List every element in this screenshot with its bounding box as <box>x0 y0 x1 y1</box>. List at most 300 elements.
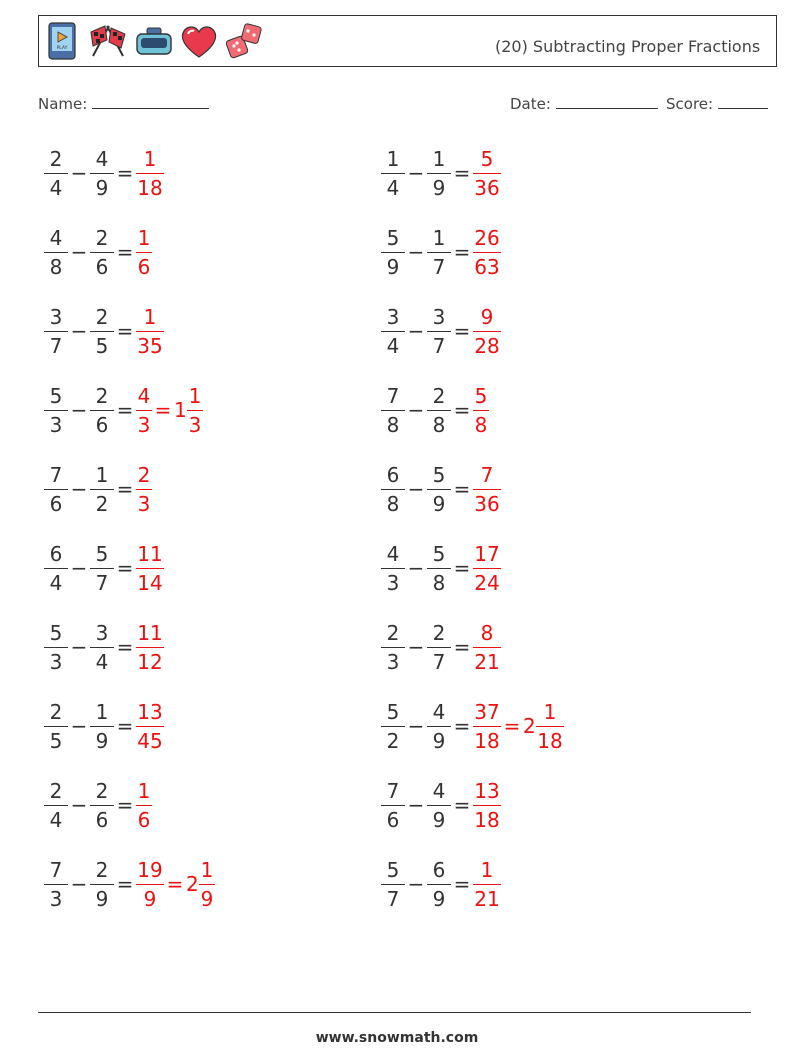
fraction-a <box>44 380 68 440</box>
minus-sign: − <box>70 635 88 659</box>
answer-fraction-bar <box>136 252 152 253</box>
problem-item <box>381 143 701 203</box>
fraction-a <box>381 854 405 914</box>
answer-fraction-numerator: 19 <box>137 858 163 882</box>
fraction-a-numerator: 5 <box>386 700 400 724</box>
minus-sign: − <box>70 398 88 422</box>
minus-sign: − <box>407 556 425 580</box>
answer-fraction-denominator: 3 <box>137 413 151 437</box>
fraction-b-denominator: 9 <box>95 176 109 200</box>
answer-fraction-denominator: 18 <box>137 176 163 200</box>
worksheet-title: (20) Subtracting Proper Fractions <box>495 37 761 56</box>
play-tablet-icon <box>47 22 77 60</box>
mixed-numerator: 1 <box>543 700 557 724</box>
fraction-a-bar <box>44 884 68 885</box>
fraction-a-bar <box>44 726 68 727</box>
fraction-b-numerator: 1 <box>95 700 109 724</box>
answer-fraction-denominator: 12 <box>137 650 163 674</box>
fraction-a-denominator: 6 <box>386 808 400 832</box>
answer-fraction-denominator: 21 <box>474 650 500 674</box>
fraction-a <box>381 617 405 677</box>
problem-item <box>381 222 701 282</box>
score-field[interactable] <box>666 93 768 113</box>
fraction-b-bar <box>90 252 114 253</box>
fraction-b <box>90 222 114 282</box>
fraction-a-bar <box>381 410 405 411</box>
fraction-a <box>44 538 68 598</box>
equals-sign: = <box>116 240 134 264</box>
fraction-b <box>427 696 451 756</box>
fraction-b-denominator: 7 <box>432 650 446 674</box>
answer-fraction-denominator: 36 <box>474 492 500 516</box>
fraction-a <box>44 696 68 756</box>
fraction-b <box>427 222 451 282</box>
fraction-a-denominator: 8 <box>49 255 63 279</box>
fraction-b-denominator: 8 <box>432 413 446 437</box>
problem-item <box>381 380 701 440</box>
mixed-fraction <box>536 696 564 756</box>
fraction-a-bar <box>381 647 405 648</box>
answer-fraction-numerator: 13 <box>137 700 163 724</box>
fraction-b <box>90 459 114 519</box>
answer-fraction <box>136 301 164 361</box>
fraction-b <box>427 538 451 598</box>
problem-item <box>44 143 364 203</box>
fraction-a-denominator: 4 <box>49 176 63 200</box>
answer-fraction <box>136 380 152 440</box>
answer-fraction-numerator: 1 <box>143 147 157 171</box>
fraction-a-numerator: 5 <box>386 858 400 882</box>
fraction-a <box>381 775 405 835</box>
answer-fraction-bar <box>136 331 164 332</box>
fraction-a-denominator: 8 <box>386 492 400 516</box>
fraction-b <box>90 775 114 835</box>
minus-sign: − <box>407 161 425 185</box>
fraction-b-bar <box>427 331 451 332</box>
fraction-b-bar <box>427 489 451 490</box>
fraction-b-denominator: 6 <box>95 255 109 279</box>
equals-sign: = <box>116 398 134 422</box>
answer-fraction-bar <box>136 647 164 648</box>
score-label: Score: <box>666 95 714 113</box>
fraction-a <box>381 380 405 440</box>
fraction-a-numerator: 3 <box>386 305 400 329</box>
fraction-b <box>427 143 451 203</box>
minus-sign: − <box>407 477 425 501</box>
answer-equals-sign: = <box>166 872 184 896</box>
name-label: Name: <box>38 95 88 113</box>
fraction-b-bar <box>90 331 114 332</box>
fraction-b-numerator: 6 <box>432 858 446 882</box>
fraction-a-numerator: 3 <box>49 305 63 329</box>
answer-fraction-bar <box>473 647 501 648</box>
answer-fraction-numerator: 7 <box>480 463 494 487</box>
fraction-b-denominator: 6 <box>95 413 109 437</box>
answer-fraction-bar <box>473 805 501 806</box>
minus-sign: − <box>407 635 425 659</box>
fraction-b <box>90 143 114 203</box>
equals-sign: = <box>453 161 471 185</box>
fraction-b-bar <box>427 173 451 174</box>
mixed-numerator: 1 <box>188 384 202 408</box>
problem-item <box>44 775 364 835</box>
answer-fraction-denominator: 35 <box>137 334 163 358</box>
fraction-a-numerator: 4 <box>386 542 400 566</box>
equals-sign: = <box>116 319 134 343</box>
mixed-fraction <box>187 380 203 440</box>
fraction-a-numerator: 5 <box>49 384 63 408</box>
fraction-b-bar <box>427 252 451 253</box>
answer-fraction-denominator: 21 <box>474 887 500 911</box>
answer-fraction-denominator: 63 <box>474 255 500 279</box>
answer-fraction-bar <box>473 726 501 727</box>
date-field[interactable] <box>510 93 658 113</box>
minus-sign: − <box>407 714 425 738</box>
equals-sign: = <box>116 477 134 501</box>
answer-fraction <box>136 222 152 282</box>
fraction-b-denominator: 9 <box>432 492 446 516</box>
answer-fraction-bar <box>473 252 501 253</box>
fraction-a-numerator: 2 <box>386 621 400 645</box>
minus-sign: − <box>70 556 88 580</box>
fraction-a-denominator: 7 <box>49 334 63 358</box>
fraction-a-bar <box>381 805 405 806</box>
answer-fraction-numerator: 17 <box>474 542 500 566</box>
fraction-a-numerator: 7 <box>49 858 63 882</box>
vr-headset-icon <box>135 22 173 60</box>
score-blank[interactable] <box>718 93 768 109</box>
answer-fraction <box>473 538 501 598</box>
answer-fraction-numerator: 13 <box>474 779 500 803</box>
fraction-b <box>427 380 451 440</box>
fraction-b-numerator: 2 <box>95 226 109 250</box>
fraction-b <box>90 538 114 598</box>
fraction-b-bar <box>90 805 114 806</box>
problem-item <box>44 459 364 519</box>
fraction-a-numerator: 4 <box>49 226 63 250</box>
answer-fraction <box>473 380 489 440</box>
fraction-b-numerator: 2 <box>432 384 446 408</box>
answer-fraction-bar <box>136 726 164 727</box>
answer-fraction-bar <box>473 489 501 490</box>
fraction-a-denominator: 4 <box>386 334 400 358</box>
fraction-a-denominator: 6 <box>49 492 63 516</box>
minus-sign: − <box>70 161 88 185</box>
problem-item <box>381 538 701 598</box>
problem-item <box>44 696 364 756</box>
fraction-b-denominator: 6 <box>95 808 109 832</box>
fraction-a-denominator: 4 <box>49 571 63 595</box>
fraction-a-bar <box>44 173 68 174</box>
equals-sign: = <box>116 556 134 580</box>
answer-fraction <box>136 854 164 914</box>
fraction-a-bar <box>381 568 405 569</box>
fraction-a <box>381 538 405 598</box>
fraction-b-numerator: 2 <box>95 305 109 329</box>
answer-fraction-denominator: 8 <box>474 413 488 437</box>
answer-fraction-denominator: 6 <box>137 808 151 832</box>
fraction-b-bar <box>90 884 114 885</box>
answer-fraction-bar <box>473 410 489 411</box>
fraction-a <box>44 775 68 835</box>
answer-fraction <box>136 538 164 598</box>
answer-fraction-bar <box>136 568 164 569</box>
name-blank[interactable] <box>92 93 209 109</box>
fraction-b-numerator: 5 <box>432 542 446 566</box>
fraction-a-bar <box>381 489 405 490</box>
fraction-b <box>427 617 451 677</box>
answer-fraction <box>473 143 501 203</box>
fraction-a-denominator: 3 <box>386 571 400 595</box>
fraction-a-bar <box>44 568 68 569</box>
answer-fraction-numerator: 1 <box>137 226 151 250</box>
fraction-a-denominator: 3 <box>49 887 63 911</box>
mixed-whole: 1 <box>174 398 187 422</box>
answer-fraction <box>136 617 164 677</box>
fraction-a <box>381 143 405 203</box>
equals-sign: = <box>453 872 471 896</box>
answer-fraction <box>473 696 501 756</box>
equals-sign: = <box>453 714 471 738</box>
fraction-a-numerator: 2 <box>49 779 63 803</box>
fraction-b-numerator: 4 <box>432 700 446 724</box>
equals-sign: = <box>453 556 471 580</box>
answer-fraction-denominator: 45 <box>137 729 163 753</box>
problem-item <box>44 222 364 282</box>
fraction-a-denominator: 4 <box>386 176 400 200</box>
fraction-b <box>90 617 114 677</box>
fraction-a-bar <box>381 331 405 332</box>
fraction-b-denominator: 7 <box>432 334 446 358</box>
fraction-b-bar <box>90 647 114 648</box>
answer-fraction-denominator: 36 <box>474 176 500 200</box>
fraction-b-bar <box>427 647 451 648</box>
heart-icon <box>179 22 219 60</box>
answer-fraction-numerator: 8 <box>480 621 494 645</box>
fraction-b-numerator: 5 <box>432 463 446 487</box>
answer-fraction-numerator: 37 <box>474 700 500 724</box>
mixed-whole: 2 <box>523 714 536 738</box>
fraction-b-numerator: 2 <box>95 779 109 803</box>
fraction-b-denominator: 9 <box>432 887 446 911</box>
answer-fraction-numerator: 5 <box>474 384 488 408</box>
answer-fraction-denominator: 3 <box>137 492 151 516</box>
dice-icon <box>225 22 265 60</box>
problem-item <box>44 301 364 361</box>
minus-sign: − <box>70 477 88 501</box>
fraction-b-numerator: 3 <box>95 621 109 645</box>
equals-sign: = <box>116 872 134 896</box>
answer-fraction-numerator: 11 <box>137 621 163 645</box>
fraction-b-denominator: 9 <box>95 729 109 753</box>
answer-fraction <box>473 775 501 835</box>
equals-sign: = <box>116 161 134 185</box>
equals-sign: = <box>116 714 134 738</box>
fraction-a-denominator: 7 <box>386 887 400 911</box>
answer-fraction-numerator: 5 <box>480 147 494 171</box>
answer-fraction-denominator: 18 <box>474 729 500 753</box>
fraction-a-bar <box>381 726 405 727</box>
equals-sign: = <box>116 635 134 659</box>
fraction-b-numerator: 1 <box>95 463 109 487</box>
answer-fraction <box>136 696 164 756</box>
fraction-b-denominator: 9 <box>432 729 446 753</box>
equals-sign: = <box>453 240 471 264</box>
fraction-a-bar <box>381 252 405 253</box>
fraction-b-denominator: 7 <box>95 571 109 595</box>
fraction-a-numerator: 5 <box>386 226 400 250</box>
fraction-b-bar <box>90 410 114 411</box>
footer-divider <box>38 1012 751 1013</box>
answer-fraction <box>473 301 501 361</box>
fraction-b-bar <box>90 568 114 569</box>
fraction-b-bar <box>427 805 451 806</box>
fraction-b-numerator: 1 <box>432 147 446 171</box>
fraction-a <box>44 617 68 677</box>
minus-sign: − <box>70 240 88 264</box>
answer-fraction-numerator: 1 <box>143 305 157 329</box>
answer-fraction-numerator: 1 <box>480 858 494 882</box>
answer-fraction-numerator: 2 <box>137 463 151 487</box>
answer-fraction-bar <box>136 489 152 490</box>
fraction-a-denominator: 5 <box>49 729 63 753</box>
fraction-a-numerator: 1 <box>386 147 400 171</box>
fraction-a-numerator: 5 <box>49 621 63 645</box>
fraction-a <box>44 459 68 519</box>
fraction-b-denominator: 4 <box>95 650 109 674</box>
fraction-a-denominator: 3 <box>49 650 63 674</box>
problem-item <box>44 538 364 598</box>
mixed-denominator: 3 <box>188 413 202 437</box>
answer-fraction-bar <box>473 568 501 569</box>
problem-item <box>381 617 701 677</box>
fraction-b-denominator: 2 <box>95 492 109 516</box>
answer-fraction-denominator: 24 <box>474 571 500 595</box>
date-label: Date: <box>510 95 551 113</box>
fraction-b <box>90 301 114 361</box>
fraction-a <box>44 854 68 914</box>
equals-sign: = <box>453 319 471 343</box>
name-field[interactable] <box>38 93 209 113</box>
fraction-a-denominator: 3 <box>49 413 63 437</box>
fraction-a-denominator: 9 <box>386 255 400 279</box>
fraction-a <box>381 222 405 282</box>
answer-fraction-numerator: 26 <box>474 226 500 250</box>
answer-fraction-denominator: 18 <box>474 808 500 832</box>
fraction-b-denominator: 9 <box>432 176 446 200</box>
answer-fraction-denominator: 6 <box>137 255 151 279</box>
answer-fraction-numerator: 1 <box>137 779 151 803</box>
problem-item <box>381 854 701 914</box>
problem-item <box>381 775 701 835</box>
fraction-a <box>381 301 405 361</box>
fraction-b-numerator: 5 <box>95 542 109 566</box>
fraction-b <box>427 854 451 914</box>
answer-fraction-bar <box>136 884 164 885</box>
fraction-a-denominator: 3 <box>386 650 400 674</box>
fraction-a-bar <box>44 410 68 411</box>
problem-item <box>44 380 364 440</box>
problem-item <box>381 459 701 519</box>
mixed-bar <box>187 410 203 411</box>
fraction-b <box>427 301 451 361</box>
fraction-b-numerator: 1 <box>432 226 446 250</box>
fraction-a-bar <box>44 647 68 648</box>
fraction-b-bar <box>90 726 114 727</box>
answer-fraction-bar <box>136 805 152 806</box>
fraction-b-numerator: 4 <box>95 147 109 171</box>
minus-sign: − <box>70 793 88 817</box>
problem-item <box>381 696 701 756</box>
fraction-a-denominator: 4 <box>49 808 63 832</box>
fraction-b-numerator: 4 <box>432 779 446 803</box>
fraction-a-bar <box>44 331 68 332</box>
answer-fraction-denominator: 14 <box>137 571 163 595</box>
answer-fraction-bar <box>473 331 501 332</box>
fraction-a-numerator: 6 <box>386 463 400 487</box>
fraction-b <box>90 854 114 914</box>
fraction-b-numerator: 2 <box>432 621 446 645</box>
fraction-b-numerator: 2 <box>95 858 109 882</box>
fraction-a-bar <box>381 884 405 885</box>
fraction-a-bar <box>44 805 68 806</box>
mixed-denominator: 9 <box>200 887 214 911</box>
fraction-a-bar <box>381 173 405 174</box>
answer-fraction-bar <box>136 410 152 411</box>
mixed-fraction <box>199 854 215 914</box>
svg-text:PLAY: PLAY <box>56 46 68 51</box>
fraction-b <box>90 380 114 440</box>
answer-fraction-numerator: 11 <box>137 542 163 566</box>
fraction-a-bar <box>44 252 68 253</box>
fraction-b-bar <box>427 410 451 411</box>
answer-equals-sign: = <box>154 398 172 422</box>
fraction-b-numerator: 2 <box>95 384 109 408</box>
date-blank[interactable] <box>556 93 658 109</box>
minus-sign: − <box>70 319 88 343</box>
minus-sign: − <box>407 872 425 896</box>
checkered-flags-icon <box>87 22 129 60</box>
fraction-b-denominator: 9 <box>432 808 446 832</box>
equals-sign: = <box>453 635 471 659</box>
fraction-a-denominator: 2 <box>386 729 400 753</box>
answer-fraction <box>136 775 152 835</box>
problem-item <box>44 617 364 677</box>
fraction-b-denominator: 9 <box>95 887 109 911</box>
minus-sign: − <box>407 398 425 422</box>
minus-sign: − <box>70 714 88 738</box>
fraction-b-denominator: 8 <box>432 571 446 595</box>
answer-equals-sign: = <box>503 714 521 738</box>
equals-sign: = <box>116 793 134 817</box>
fraction-a <box>44 222 68 282</box>
minus-sign: − <box>407 240 425 264</box>
mixed-denominator: 18 <box>537 729 563 753</box>
fraction-b-bar <box>90 489 114 490</box>
fraction-a <box>44 143 68 203</box>
minus-sign: − <box>407 793 425 817</box>
answer-fraction-denominator: 28 <box>474 334 500 358</box>
problem-item <box>44 854 364 914</box>
equals-sign: = <box>453 398 471 422</box>
answer-fraction <box>473 222 501 282</box>
fraction-a-numerator: 7 <box>386 384 400 408</box>
problem-item <box>381 301 701 361</box>
fraction-b-denominator: 7 <box>432 255 446 279</box>
minus-sign: − <box>70 872 88 896</box>
answer-fraction <box>473 854 501 914</box>
fraction-a-denominator: 8 <box>386 413 400 437</box>
